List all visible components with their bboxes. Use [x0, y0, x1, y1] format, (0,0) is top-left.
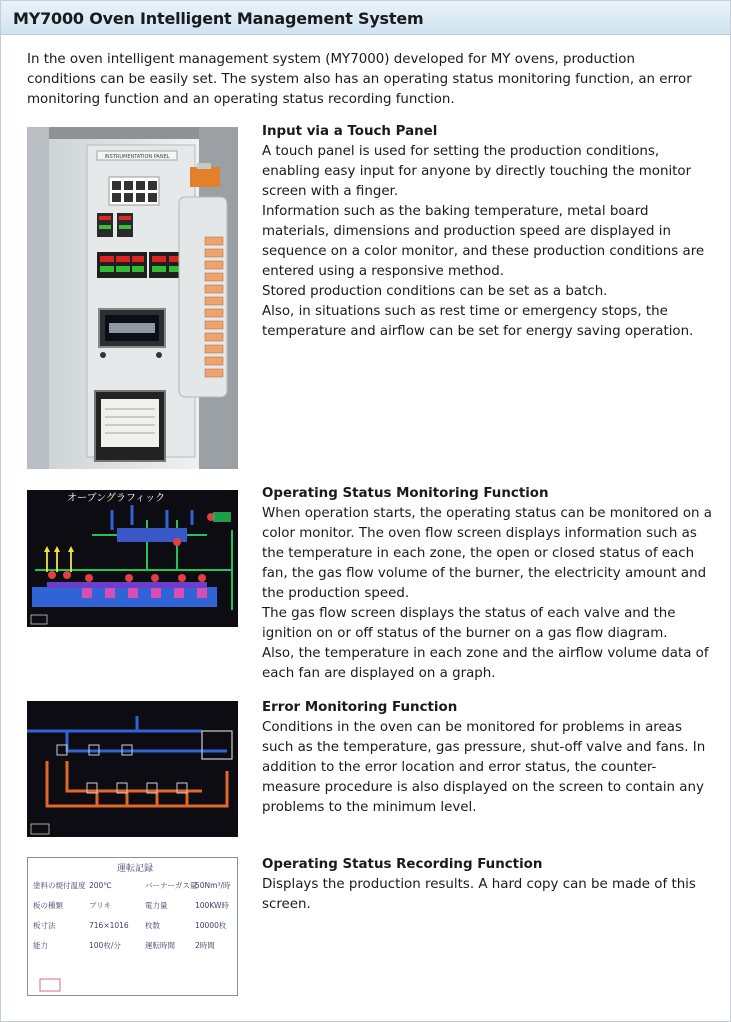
section-heading: Input via a Touch Panel	[262, 124, 438, 139]
record-cell: 716×1016	[89, 921, 129, 930]
record-cell: 運転時間	[145, 941, 175, 950]
record-title: 運転記録	[116, 864, 154, 874]
section-paragraph: Stored production conditions can be set as a batch.	[262, 284, 608, 299]
record-cell: 枚数	[145, 921, 160, 930]
section-heading: Operating Status Monitoring Function	[262, 486, 549, 501]
section-paragraph: Also, the temperature in each zone and the airflow volume data of each fan are displayed on a graph.	[262, 646, 709, 681]
oven-graphic-screen	[27, 490, 238, 627]
record-cell: 能力	[33, 941, 48, 950]
record-cell: 10000枚	[195, 921, 227, 930]
panel-label: INSTRUMENTATION PANEL	[104, 154, 170, 160]
operation-record-screen	[27, 857, 239, 997]
section-heading: Error Monitoring Function	[262, 700, 458, 715]
record-cell: 板の種類	[33, 901, 63, 910]
page-header	[1, 1, 730, 35]
record-cell: 電力量	[145, 901, 168, 910]
section-paragraph: Displays the production results. A hard copy can be made of this screen.	[262, 877, 696, 912]
section-paragraph: Conditions in the oven can be monitored for problems in areas such as the temperature, gas pressure, shut-off valve and fans. In addition to the error location and error status, the counter-measure procedure is also displayed on the screen to contain any problems to the minimum level.	[262, 720, 706, 815]
section-paragraph: Information such as the baking temperature, metal board materials, dimensions and production speed are displayed in sequence on a color monitor, and these production conditions are entered using a responsive method.	[262, 204, 705, 279]
section-paragraph: The gas flow screen displays the status of each valve and the ignition on or off status of the burner on a gas flow diagram.	[262, 606, 676, 641]
record-cell: 200℃	[89, 881, 112, 890]
record-cell: 50Nm³/時	[195, 881, 231, 890]
section-error-monitoring	[262, 698, 712, 818]
record-cell: バーナーガス量	[145, 881, 198, 890]
section-paragraph: When operation starts, the operating status can be monitored on a color monitor. The oven flow screen displays information such as the temperature in each zone, the open or closed status of each fan, the gas flow volume of the burner, the electricity amount and the production speed.	[262, 506, 712, 601]
section-heading: Operating Status Recording Function	[262, 857, 543, 872]
section-paragraph: A touch panel is used for setting the production conditions, enabling easy input for anyone by directly touching the monitor screen with a finger.	[262, 144, 692, 199]
record-cell: 100枚/分	[89, 941, 121, 950]
record-cell: 100KW時	[195, 901, 229, 910]
record-cell: 塗料の焼付温度	[33, 881, 86, 890]
section-paragraph: Also, in situations such as rest time or emergency stops, the temperature and airflow can be set for energy saving operation.	[262, 304, 694, 339]
section-touch-panel	[262, 122, 712, 342]
gas-flow-screen	[27, 701, 238, 837]
record-cell: 板寸法	[33, 921, 56, 930]
instrumentation-panel-photo	[27, 127, 238, 469]
flow-screen-title: オーブングラフィック	[67, 493, 166, 504]
section-status-monitoring	[262, 484, 712, 684]
intro-text: In the oven intelligent management system (MY7000) developed for MY ovens, production conditions can be easily set. The system also has an operating status monitoring function, an error monitoring function and an operating status recording function.	[27, 52, 692, 107]
page-title: MY7000 Oven Intelligent Management System	[13, 9, 424, 28]
record-cell: 2時間	[195, 941, 215, 950]
record-cell: ブリキ	[89, 901, 112, 910]
section-status-recording	[262, 855, 712, 915]
